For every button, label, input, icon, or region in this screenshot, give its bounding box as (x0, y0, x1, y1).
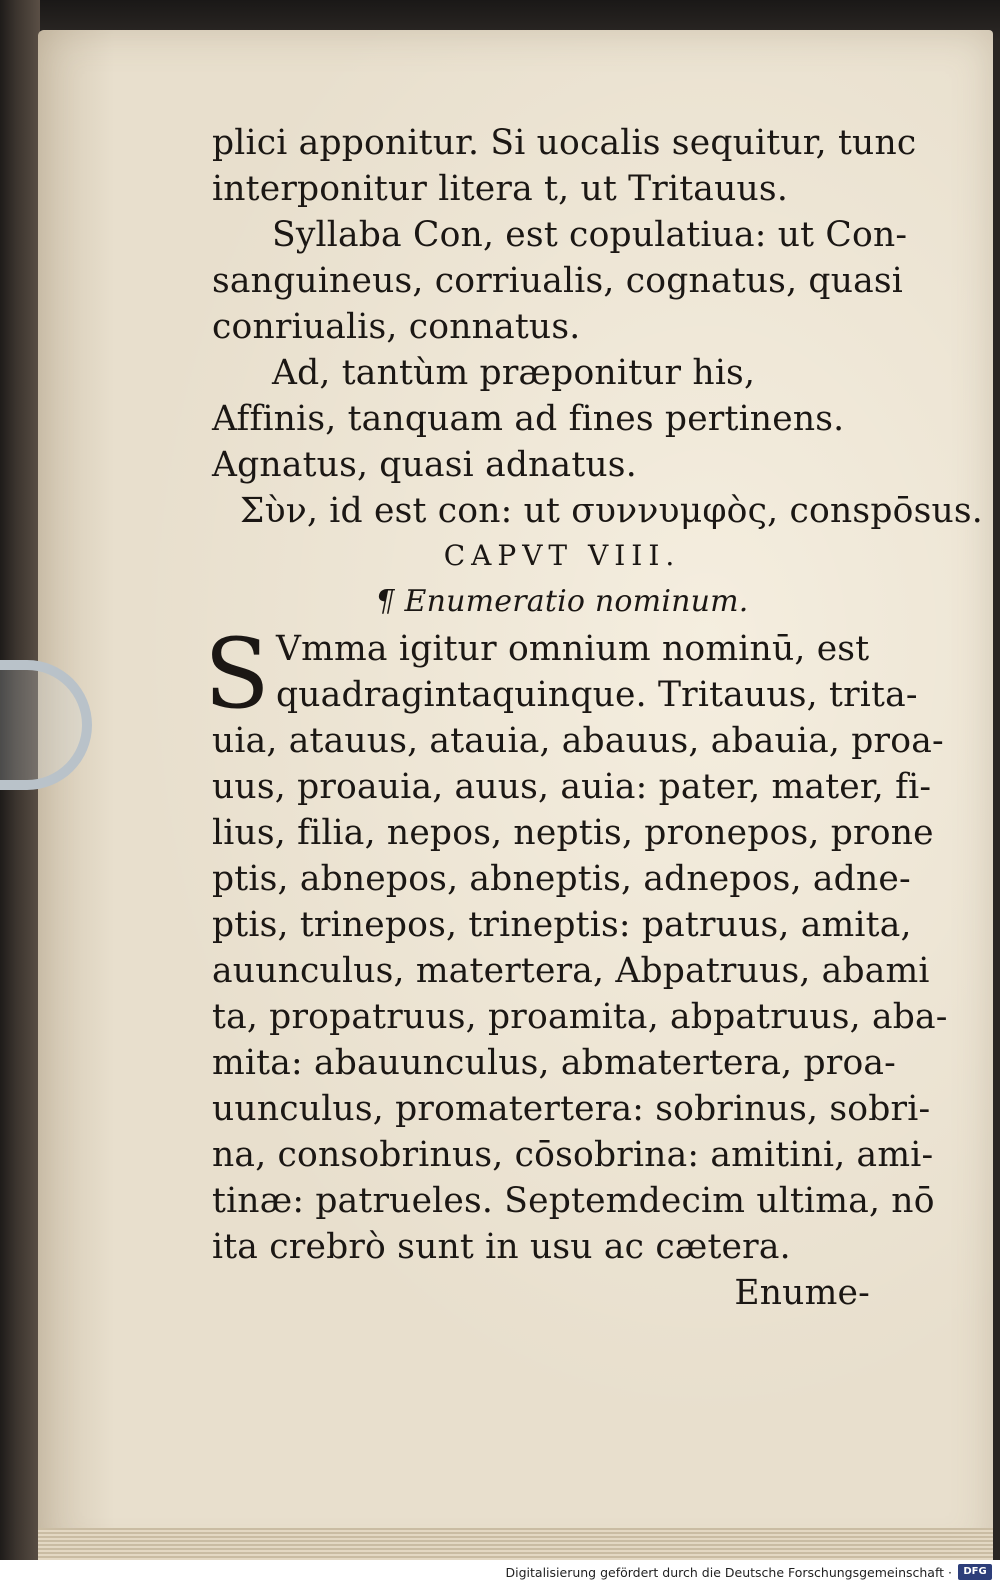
drop-cap: S (204, 618, 270, 730)
dfg-logo: DFG (958, 1564, 992, 1580)
text-line: Vmma igitur omnium nominū, est (275, 629, 870, 669)
text-line: uia, atauus, atauia, abauus, abauia, proa- (212, 721, 944, 761)
catchword: Enume- (734, 1273, 870, 1313)
text-line: Σὺν, id est con: ut συννυμφὸς, conspōsus. (240, 491, 983, 531)
section-title: ¶ Enumeratio nominum. (375, 584, 749, 619)
text-line: conriualis, connatus. (212, 307, 581, 347)
text-line: Ad, tantùm præponitur his, (272, 353, 756, 393)
text-line: ita crebrò sunt in usu ac cætera. (212, 1227, 791, 1267)
text-line: na, consobrinus, cōsobrina: amitini, ami- (212, 1135, 934, 1175)
text-line: ptis, trinepos, trineptis: patruus, amita, (212, 905, 912, 945)
page-stack-edge (38, 1528, 993, 1560)
text-line: uunculus, promatertera: sobrinus, sobri- (212, 1089, 931, 1129)
text-line: uus, proauia, auus, auia: pater, mater, fi- (212, 767, 932, 807)
chapter-heading: CAPVT VIII. (443, 539, 681, 572)
text-line: mita: abauunculus, abmatertera, proa- (212, 1043, 897, 1083)
text-line: ta, propatruus, proamita, abpatruus, aba- (212, 997, 948, 1037)
footer-credit: Digitalisierung gefördert durch die Deutsche Forschungsgemeinschaft · (505, 1565, 952, 1580)
text-line: lius, filia, nepos, neptis, pronepos, prone (212, 813, 934, 853)
text-line: auunculus, matertera, Abpatruus, abami (212, 951, 930, 991)
text-line: ptis, abnepos, abneptis, adnepos, adne- (212, 859, 911, 899)
text-line: quadragintaquinque. Tritauus, trita- (275, 675, 918, 715)
funding-footer (0, 1560, 1000, 1585)
text-line: Agnatus, quasi adnatus. (212, 445, 637, 485)
page-text (204, 120, 983, 1316)
text-line: interponitur litera t, ut Tritauus. (212, 169, 788, 209)
text-line: Affinis, tanquam ad fines pertinens. (212, 399, 845, 439)
text-line: plici apponitur. Si uocalis sequitur, tunc (212, 123, 917, 163)
drop-cap-paragraph (204, 618, 918, 730)
text-line: Syllaba Con, est copulatiua: ut Con- (272, 215, 908, 255)
text-line: tinæ: patrueles. Septemdecim ultima, nō (212, 1181, 935, 1221)
text-line: sanguineus, corriualis, cognatus, quasi (212, 261, 904, 301)
